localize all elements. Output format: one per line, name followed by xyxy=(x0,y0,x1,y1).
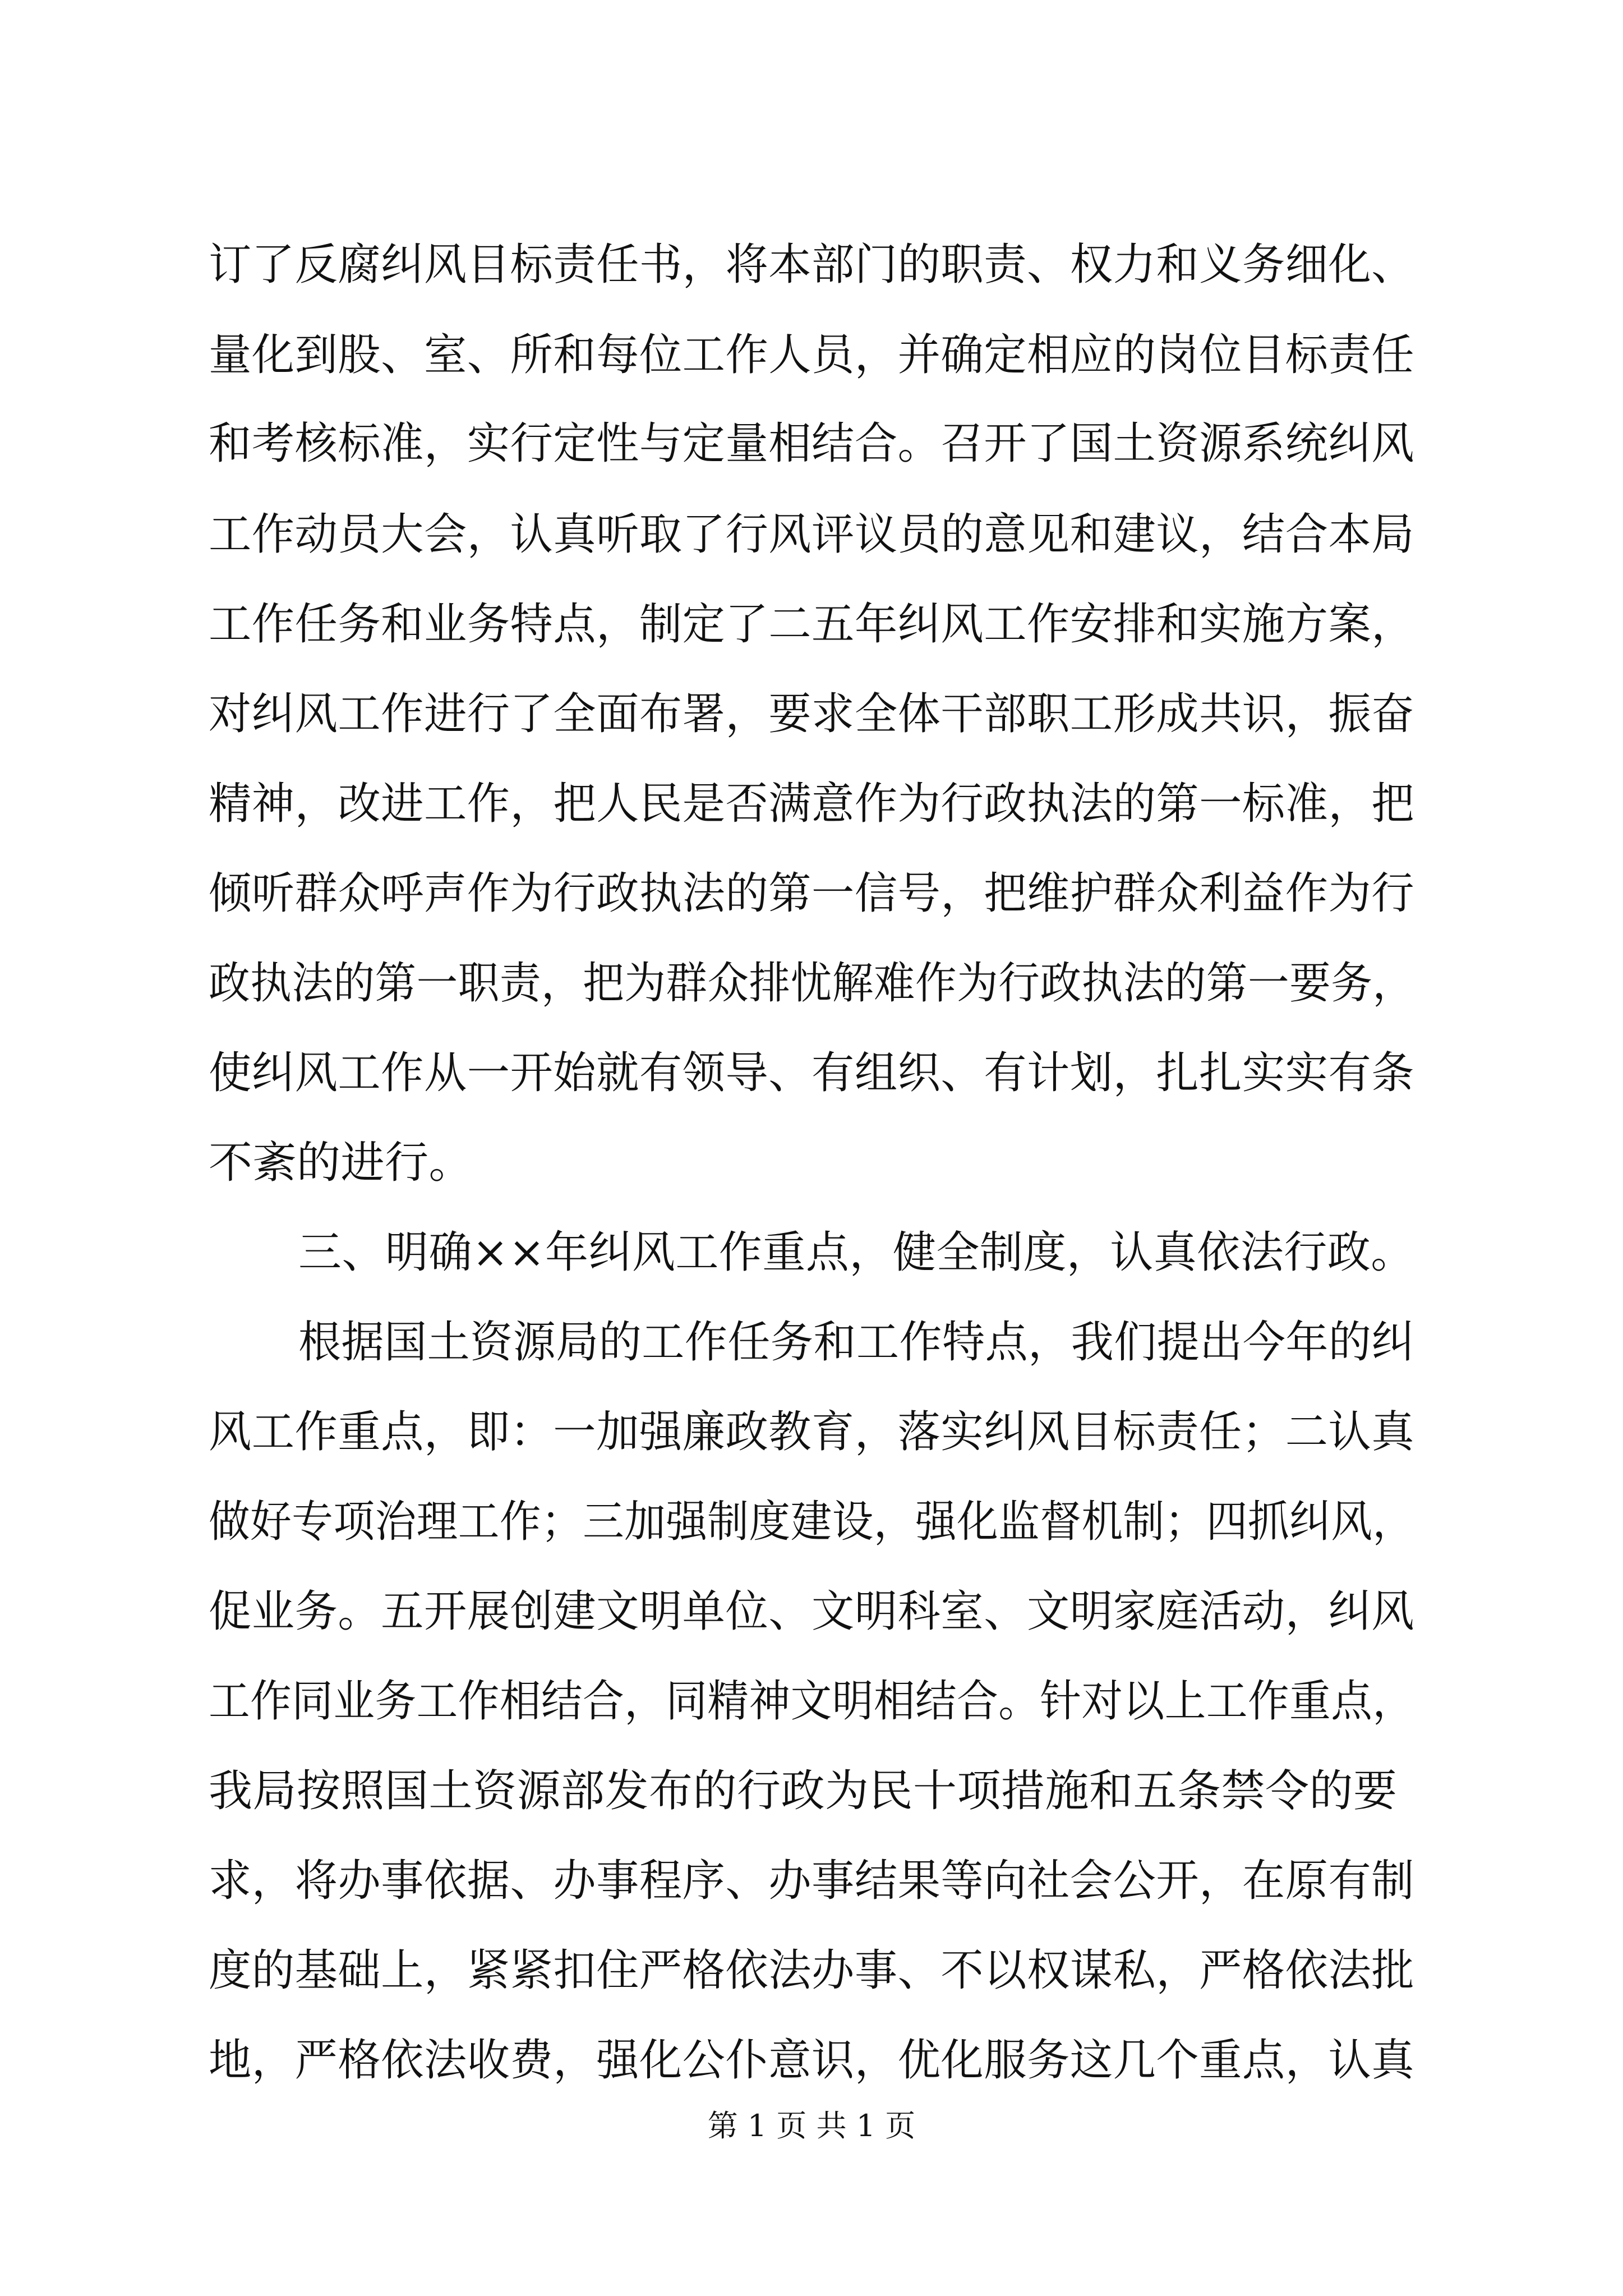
text-line: 风工作重点，即：一加强廉政教育，落实纠风目标责任；二认真 xyxy=(209,1407,1415,1457)
text-line: 倾听群众呼声作为行政执法的第一信号，把维护群众利益作为行 xyxy=(209,868,1415,919)
text-line: 促业务。五开展创建文明单位、文明科室、文明家庭活动，纠风 xyxy=(209,1586,1415,1637)
text-line: 精神，改进工作，把人民是否满意作为行政执法的第一标准，把 xyxy=(209,779,1415,829)
text-line: 量化到股、室、所和每位工作人员，并确定相应的岗位目标责任 xyxy=(209,330,1415,380)
page-number-footer: 第 1 页 共 1 页 xyxy=(707,2108,916,2143)
text-line: 度的基础上，紧紧扣住严格依法办事、不以权谋私，严格依法批 xyxy=(209,1945,1415,1996)
text-line: 不紊的进行。 xyxy=(209,1138,473,1188)
text-line: 订了反腐纠风目标责任书，将本部门的职责、权力和义务细化、 xyxy=(209,240,1415,290)
text-line: 根据国土资源局的工作任务和工作特点，我们提出今年的纠 xyxy=(298,1317,1414,1368)
text-line: 工作动员大会，认真听取了行风评议员的意见和建议，结合本局 xyxy=(209,509,1415,560)
text-line: 政执法的第一职责，把为群众排忧解难作为行政执法的第一要务， xyxy=(209,958,1414,1009)
text-line: 和考核标准，实行定性与定量相结合。召开了国土资源系统纠风 xyxy=(209,418,1415,469)
text-line: 工作任务和业务特点，制定了二五年纠风工作安排和实施方案， xyxy=(209,599,1415,650)
section-heading: 三、明确××年纠风工作重点，健全制度，认真依法行政。 xyxy=(298,1227,1414,1278)
text-line: 工作同业务工作相结合，同精神文明相结合。针对以上工作重点， xyxy=(209,1676,1414,1727)
text-line: 我局按照国土资源部发布的行政为民十项措施和五条禁令的要 xyxy=(209,1766,1398,1816)
text-line: 使纠风工作从一开始就有领导、有组织、有计划，扎扎实实有条 xyxy=(209,1048,1415,1098)
text-line: 对纠风工作进行了全面布署，要求全体干部职工形成共识，振奋 xyxy=(209,689,1415,739)
text-line: 做好专项治理工作；三加强制度建设，强化监督机制；四抓纠风， xyxy=(209,1497,1414,1547)
text-line: 求，将办事依据、办事程序、办事结果等向社会公开，在原有制 xyxy=(209,1856,1415,1906)
text-line: 地，严格依法收费，强化公仆意识，优化服务这几个重点，认真 xyxy=(209,2035,1415,2086)
